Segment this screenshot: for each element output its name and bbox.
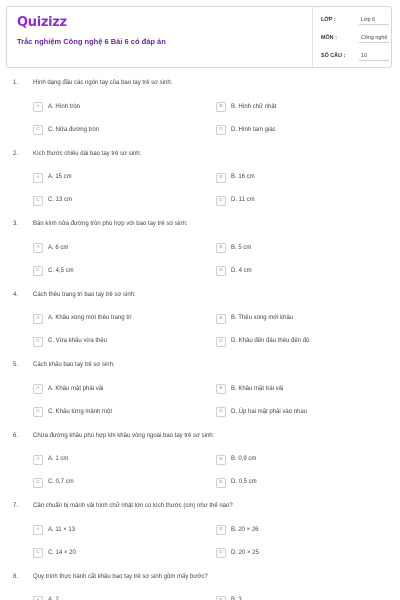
question-item [0,80,400,150]
option-text: B. 3 [231,597,242,600]
option-letter-box[interactable]: A [33,525,43,535]
option-text: D. 11 cm [231,197,255,203]
option-text: A. 2 [48,597,59,600]
option-text: C. Vừa khâu vừa thêu [48,338,108,344]
option-text: D. 4 cm [231,267,252,274]
option-letter-box[interactable]: C [33,548,43,558]
option-text: A. 6 cm [48,244,69,251]
meta-grade-label: LỚP : [321,17,336,23]
option-text: D. 20 × 25 [231,549,259,556]
option-text: B. 20 × 26 [231,526,259,533]
question-text: Hình dạng đầu các ngón tay của bao tay trẻ sơ sinh: [33,80,173,86]
question-text: Cần chuẩn bị mảnh vải hình chữ nhật lớn có kích thước (cm) như thế nào? [33,503,233,509]
question-number: 8. [13,573,19,580]
question-item [0,221,400,291]
option-letter-box[interactable]: B [216,102,226,112]
option-text: C. Khâu từng mảnh một [48,408,113,415]
option-letter-box[interactable]: C [33,337,43,347]
question-number: 5. [13,362,19,368]
option-text: B. Hình chữ nhật [231,103,277,110]
question-number: 3. [13,221,19,227]
option-text: B. 0,9 cm [231,456,257,462]
option-text: D. Úp hai mặt phải vào nhau [231,408,308,415]
question-item [0,574,400,600]
worksheet-header [6,6,392,68]
option-text: B. 5 cm [231,244,252,251]
option-letter-box[interactable]: A [33,173,43,183]
option-letter-box[interactable]: A [33,455,43,465]
question-text: Quy trình thực hành cắt khâu bao tay trẻ sơ sinh gồm mấy bước? [33,573,208,580]
option-letter-box[interactable]: A [33,596,43,600]
option-letter-box[interactable]: A [33,243,43,253]
option-letter-box[interactable]: B [216,525,226,535]
option-text: A. Hình tròn [48,103,81,110]
meta-underline [359,42,389,43]
question-number: 7. [13,503,19,509]
option-text: D. 0,5 cm [231,479,257,485]
question-number: 1. [13,80,19,86]
option-letter-box[interactable]: D [216,548,226,558]
option-letter-box[interactable]: D [216,478,226,488]
meta-subject-value: Công nghệ [361,35,388,41]
option-text: A. Khâu mặt phải vải [48,385,104,392]
meta-divider [312,7,313,67]
option-text: D. Hình tam giác [231,126,276,133]
option-letter-box[interactable]: B [216,596,226,600]
question-item [0,433,400,503]
option-letter-box[interactable]: B [216,384,226,394]
option-letter-box[interactable]: D [216,337,226,347]
meta-grade-value: Lớp 6 [361,17,376,23]
meta-count-label: SỐ CÂU : [321,53,346,59]
question-text: Bán kính nửa đường tròn phù hợp với bao tay trẻ sơ sinh: [33,221,188,227]
option-text: D. Khâu đến đâu thêu đến đó [231,338,310,344]
question-item [0,292,400,362]
meta-underline [359,60,389,61]
question-item [0,362,400,432]
option-letter-box[interactable]: D [216,407,226,417]
question-number: 4. [13,291,19,298]
option-text: B. Khâu mặt trái vải [231,385,284,392]
option-letter-box[interactable]: C [33,125,43,135]
option-letter-box[interactable]: C [33,478,43,488]
question-number: 2. [13,150,19,157]
option-text: C. 14 × 20 [48,549,76,556]
question-item [0,151,400,221]
option-letter-box[interactable]: B [216,243,226,253]
option-text: A. 1 cm [48,456,69,462]
question-text: Kích thước chiều dài bao tay trẻ sơ sinh: [33,150,142,157]
option-letter-box[interactable]: D [216,266,226,276]
option-text: A. Khâu xong mới thêu trang trí [48,315,132,321]
option-letter-box[interactable]: A [33,384,43,394]
meta-count-value: 10 [361,53,367,59]
option-letter-box[interactable]: D [216,196,226,206]
question-text: Cách thêu trang trí bao tay trẻ sơ sinh: [33,291,136,298]
quizizz-logo: Quizizz [17,15,67,30]
option-text: C. 4,5 cm [48,267,74,274]
option-text: C. Nửa đường tròn [48,126,99,133]
option-letter-box[interactable]: B [216,314,226,324]
option-letter-box[interactable]: A [33,314,43,324]
option-letter-box[interactable]: A [33,102,43,112]
option-text: A. 15 cm [48,174,72,180]
option-text: C. 0,7 cm [48,479,74,485]
worksheet-title: Trắc nghiệm Công nghệ 6 Bài 6 có đáp án [17,37,166,46]
option-letter-box[interactable]: C [33,196,43,206]
option-text: C. 13 cm [48,197,73,203]
meta-underline [359,24,389,25]
option-letter-box[interactable]: B [216,455,226,465]
question-number: 6. [13,432,19,439]
option-letter-box[interactable]: C [33,407,43,417]
option-text: B. 16 cm [231,174,255,180]
question-text: Chừa đường khâu phù hợp khi khâu vòng ngoài bao tay trẻ sơ sinh: [33,432,215,439]
option-text: A. 11 × 13 [48,526,76,533]
meta-subject-label: MÔN : [321,35,337,41]
question-text: Cách khâu bao tay trẻ sơ sinh: [33,362,115,368]
option-text: B. Thêu xong mới khâu [231,315,294,321]
option-letter-box[interactable]: B [216,173,226,183]
question-item [0,503,400,573]
option-letter-box[interactable]: D [216,125,226,135]
option-letter-box[interactable]: C [33,266,43,276]
